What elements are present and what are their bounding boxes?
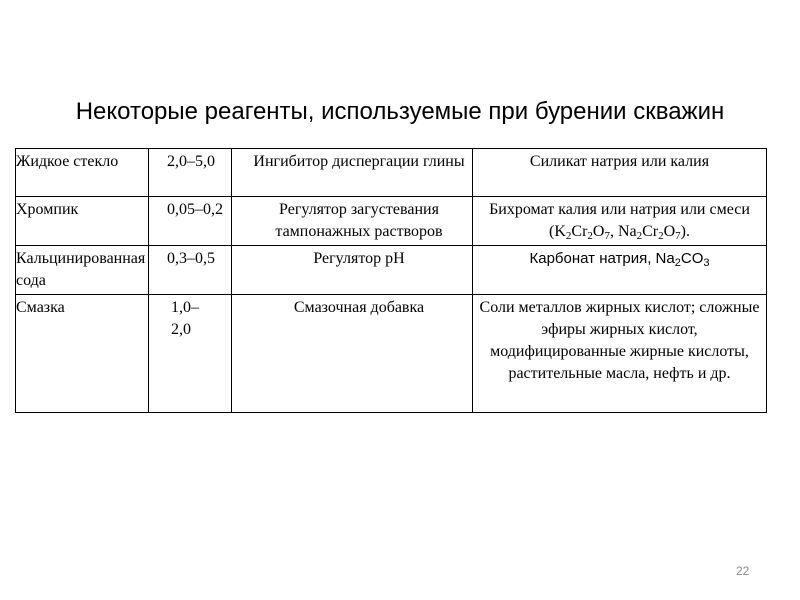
formula-subscript: 2 — [674, 257, 681, 269]
reagent-composition: Соли металлов жирных кислот; сложные эфиры жирных кислот, модифицированные жирные кислоты, растительные масла, нефть и др. — [479, 299, 760, 382]
formula-part: Cr — [642, 223, 659, 240]
formula-sodium-dichromate — [618, 223, 681, 240]
formula-subscript: 2 — [636, 230, 643, 242]
reagent-function: Регулятор рН — [313, 250, 405, 267]
reagent-function-cell — [232, 295, 473, 413]
formula-subscript: 2 — [587, 230, 593, 242]
reagent-function-cell — [232, 197, 473, 246]
formula-subscript: 7 — [604, 230, 610, 242]
reagent-amount-cell — [149, 197, 232, 246]
reagent-name: Жидкое стекло — [16, 153, 119, 170]
formula-part: O — [663, 223, 676, 240]
formula-part: O — [592, 223, 605, 240]
reagent-amount: 1,0–2,0 — [171, 299, 199, 338]
reagent-name-cell — [16, 149, 149, 197]
formula-part: K — [554, 223, 566, 240]
reagent-function: Ингибитор диспергации глины — [253, 153, 465, 170]
reagent-composition-cell — [473, 149, 767, 197]
reagent-name: Кальцинированная сода — [16, 250, 146, 289]
table-row — [16, 149, 767, 197]
page-number: 22 — [736, 564, 750, 578]
formula-separator: , — [609, 223, 618, 240]
formula-part: Cr — [571, 223, 588, 240]
table-row — [16, 246, 767, 295]
reagent-function-cell — [232, 246, 473, 295]
formula-sodium-carbonate — [656, 250, 710, 267]
reagent-function: Регулятор загустевания тампонажных растворов — [275, 201, 443, 240]
reagent-name-cell — [16, 197, 149, 246]
reagent-function: Смазочная добавка — [293, 299, 425, 316]
reagents-table — [15, 148, 767, 413]
composition-text: Карбонат натрия, — [529, 250, 656, 267]
table-row — [16, 295, 767, 413]
formula-potassium-dichromate — [554, 223, 610, 240]
reagent-composition-cell — [473, 295, 767, 413]
formula-part: CO — [680, 250, 704, 267]
composition-text: Бихромат калия или натрия или смеси ( — [489, 201, 750, 240]
slide-title: Некоторые реагенты, используемые при бурении скважин — [75, 98, 725, 125]
reagent-amount: 0,05–0,2 — [167, 201, 223, 218]
reagent-composition — [473, 248, 766, 270]
formula-subscript: 2 — [658, 230, 664, 242]
reagent-composition: Силикат натрия или калия — [529, 153, 710, 170]
reagent-amount-cell — [149, 149, 232, 197]
reagent-name: Хромпик — [16, 201, 79, 218]
reagent-amount: 2,0–5,0 — [167, 153, 215, 170]
reagent-amount-cell — [149, 246, 232, 295]
table-row — [16, 197, 767, 246]
reagent-name: Смазка — [16, 299, 65, 316]
composition-end: ). — [680, 223, 690, 240]
formula-part: Na — [617, 223, 637, 240]
formula-subscript: 7 — [675, 230, 681, 242]
reagent-composition-cell — [473, 197, 767, 246]
formula-part: Na — [655, 250, 675, 267]
formula-subscript: 2 — [565, 230, 572, 242]
reagent-function-cell — [232, 149, 473, 197]
reagent-amount-cell — [149, 295, 232, 413]
reagent-composition — [473, 199, 766, 243]
reagent-amount: 0,3–0,5 — [167, 250, 215, 267]
reagent-name-cell — [16, 295, 149, 413]
reagent-name-cell — [16, 246, 149, 295]
reagent-composition-cell — [473, 246, 767, 295]
formula-subscript: 3 — [703, 257, 710, 269]
